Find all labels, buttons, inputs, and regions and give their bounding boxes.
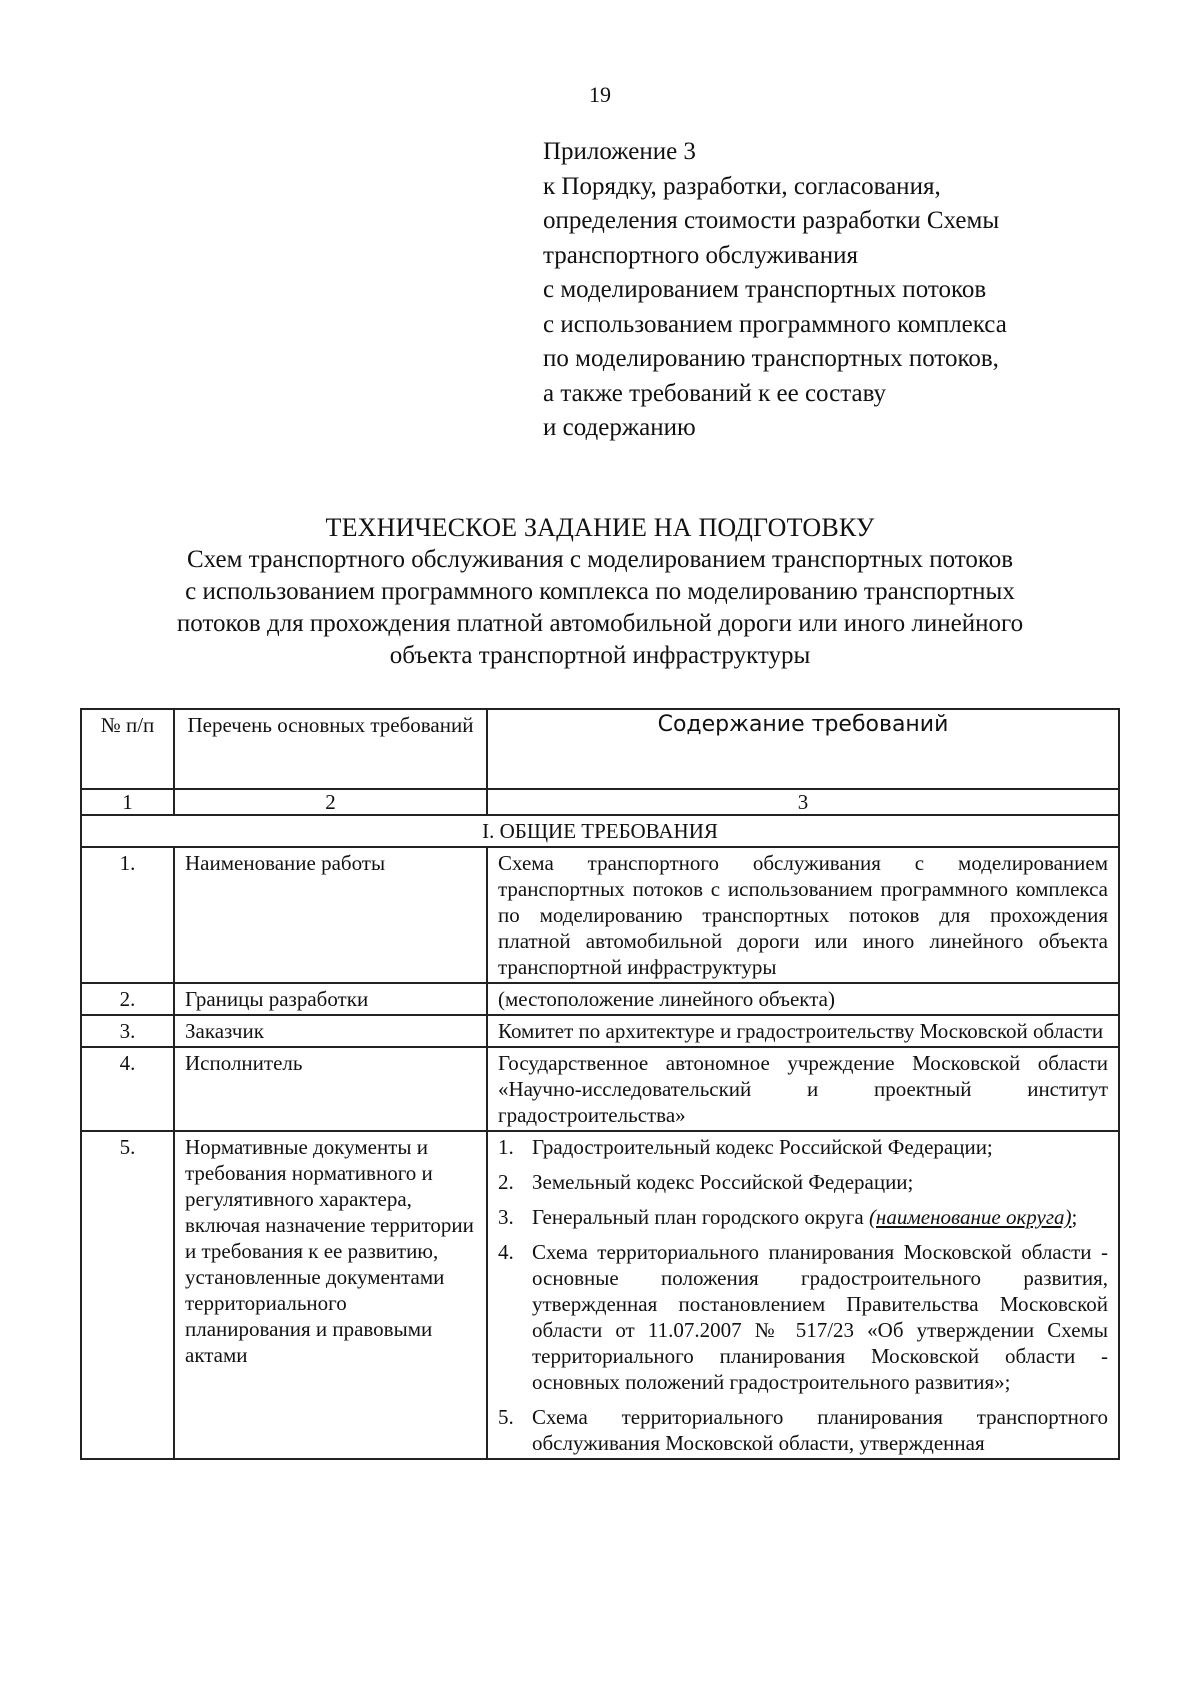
appendix-line: транспортного обслуживания — [543, 241, 858, 269]
subtitle-line: объекта транспортной инфраструктуры — [389, 642, 811, 669]
section-row — [81, 815, 1119, 847]
list-item-text: Земельный кодекс Российской Федерации; — [532, 1170, 914, 1194]
row-name: Заказчик — [174, 1015, 487, 1047]
list-item-number: 3. — [498, 1205, 514, 1229]
column-number: 3 — [487, 789, 1119, 815]
column-numbers-row — [81, 789, 1119, 815]
row-number: 4. — [81, 1047, 174, 1131]
list-item-number: 2. — [498, 1170, 514, 1194]
table-row — [81, 1015, 1119, 1047]
table-row — [81, 1047, 1119, 1131]
list-item-text: Схема территориального планирования транспортного обслуживания Московской области, утвержденная — [532, 1405, 1108, 1455]
list-item-text: Схема территориального планирования Московской области - основные положения градостроительного развития, утвержденная постановлением Правительства Московской области от 11.07.2007 № 517/23 «Об утверждении Схемы территориального планирования Московской области - основных положений градостроительного развития»; — [532, 1240, 1108, 1394]
subtitle-line: с использованием программного комплекса по моделированию транспортных — [185, 578, 1015, 605]
appendix-line: по моделированию транспортных потоков, — [543, 345, 999, 372]
appendix-note — [543, 135, 1103, 446]
section-title: I. ОБЩИЕ ТРЕБОВАНИЯ — [81, 815, 1119, 847]
list-item-placeholder: (наименование округа) — [868, 1205, 1072, 1229]
row-name: Нормативные документы и требования нормативного и регулятивного характера, включая назначение территории и требования к ее развитию, установленные документами территориального планирования и правовыми актами — [174, 1131, 487, 1459]
list-item — [498, 1134, 1108, 1160]
row-number: 5. — [81, 1131, 174, 1459]
table-row — [81, 1131, 1119, 1459]
list-item-number: 1. — [498, 1135, 514, 1159]
subtitle-line: потоков для прохождения платной автомобильной дороги или иного линейного — [176, 610, 1024, 637]
header-num: № п/п — [81, 709, 174, 789]
row-content: Государственное автономное учреждение Московской области «Научно-исследовательский и проектный институт градостроительства» — [487, 1047, 1119, 1131]
column-number: 1 — [81, 789, 174, 815]
list-item — [498, 1169, 1108, 1195]
appendix-line: с использованием программного комплекса — [543, 310, 1007, 338]
row-name: Исполнитель — [174, 1047, 487, 1131]
list-item-text: Генеральный план городского округа — [532, 1205, 864, 1229]
table-header-row — [81, 709, 1119, 789]
subtitle-line: Схем транспортного обслуживания с моделированием транспортных потоков — [186, 546, 1014, 573]
row-content: (местоположение линейного объекта) — [487, 983, 1119, 1015]
row-name: Границы разработки — [174, 983, 487, 1015]
list-item — [498, 1404, 1108, 1456]
table-row — [81, 847, 1119, 983]
page-number: 19 — [589, 82, 611, 107]
list-item-text-wrap — [532, 1204, 1108, 1230]
row-number: 3. — [81, 1015, 174, 1047]
appendix-line: с моделированием транспортных потоков — [543, 276, 987, 303]
list-item — [498, 1239, 1108, 1395]
main-title: ТЕХНИЧЕСКОЕ ЗАДАНИЕ НА ПОДГОТОВКУ — [325, 513, 875, 542]
header-list: Перечень основных требований — [174, 709, 487, 789]
column-number: 2 — [174, 789, 487, 815]
appendix-line: Приложение 3 — [543, 138, 696, 165]
list-item-number: 4. — [498, 1240, 514, 1264]
table-row — [81, 983, 1119, 1015]
list-item — [498, 1204, 1108, 1230]
row-content: Схема транспортного обслуживания с моделированием транспортных потоков с использованием программного комплекса по моделированию транспортных потоков для прохождения платной автомобильной дороги или иного линейного объекта транспортной инфраструктуры — [487, 847, 1119, 983]
appendix-line: и содержанию — [543, 414, 696, 441]
header-content: Содержание требований — [487, 709, 1119, 789]
list-item-tail: ; — [1071, 1205, 1078, 1229]
row-content: Комитет по архитектуре и градостроительству Московской области — [487, 1015, 1119, 1047]
appendix-line: определения стоимости разработки Схемы — [543, 207, 1000, 234]
row-number: 1. — [81, 847, 174, 983]
appendix-line: к Порядку, разработки, согласования, — [543, 172, 941, 200]
requirements-table — [80, 708, 1120, 1460]
documents-list — [498, 1134, 1108, 1456]
document-title — [100, 512, 1100, 672]
list-item-text: Градостроительный кодекс Российской Федерации; — [532, 1135, 993, 1159]
list-item-number: 5. — [498, 1405, 514, 1429]
row-number: 2. — [81, 983, 174, 1015]
row-name: Наименование работы — [174, 847, 487, 983]
row-content — [487, 1131, 1119, 1459]
appendix-line: а также требований к ее составу — [543, 379, 887, 407]
